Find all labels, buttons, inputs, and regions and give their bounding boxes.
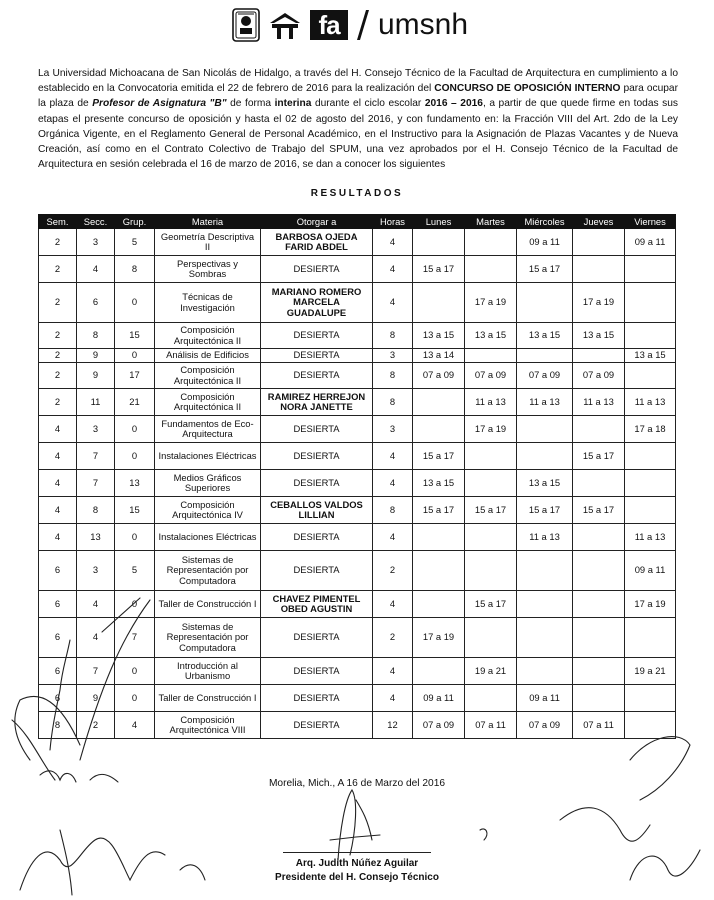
cell-horas: 4 [373, 524, 413, 551]
table-row [39, 470, 676, 497]
cell-horas: 12 [373, 712, 413, 739]
cell-jueves [573, 229, 625, 256]
architecture-house-icon [268, 10, 302, 40]
cell-lunes [413, 416, 465, 443]
cell-viernes [625, 283, 676, 323]
cell-horas: 4 [373, 658, 413, 685]
cell-miercoles [517, 283, 573, 323]
cell-otorgar: DESIERTA [261, 712, 373, 739]
cell-sem: 2 [39, 363, 77, 389]
cell-jueves: 11 a 13 [573, 389, 625, 416]
header-viernes: Viernes [625, 215, 676, 229]
cell-materia: Medios Gráficos Superiores [155, 470, 261, 497]
cell-jueves [573, 551, 625, 591]
cell-viernes [625, 363, 676, 389]
cell-martes: 15 a 17 [465, 591, 517, 618]
cell-horas: 8 [373, 323, 413, 349]
cell-grup: 17 [115, 363, 155, 389]
intro-text-3: de forma [226, 98, 275, 110]
cell-lunes [413, 658, 465, 685]
cell-jueves: 17 a 19 [573, 283, 625, 323]
cell-otorgar: DESIERTA [261, 416, 373, 443]
cell-secc: 9 [77, 685, 115, 712]
cell-sem: 6 [39, 618, 77, 658]
results-title: RESULTADOS [310, 188, 404, 199]
cell-secc: 8 [77, 323, 115, 349]
umsnh-logo: umsnh [378, 8, 469, 41]
cell-materia: Sistemas de Representación por Computadora [155, 551, 261, 591]
cell-miercoles: 15 a 17 [517, 497, 573, 524]
cell-secc: 11 [77, 389, 115, 416]
signature-rule [283, 852, 431, 853]
cell-martes: 07 a 11 [465, 712, 517, 739]
cell-otorgar: DESIERTA [261, 323, 373, 349]
cell-otorgar: DESIERTA [261, 658, 373, 685]
table-body [39, 229, 676, 739]
cell-grup: 0 [115, 658, 155, 685]
cell-grup: 0 [115, 685, 155, 712]
cell-miercoles: 15 a 17 [517, 256, 573, 283]
cell-sem: 6 [39, 658, 77, 685]
cell-jueves: 13 a 15 [573, 323, 625, 349]
cell-horas: 2 [373, 551, 413, 591]
cell-lunes [413, 551, 465, 591]
cell-sem: 8 [39, 712, 77, 739]
cell-martes [465, 229, 517, 256]
cell-martes [465, 618, 517, 658]
cell-secc: 2 [77, 712, 115, 739]
cell-grup: 5 [115, 229, 155, 256]
header-sem: Sem. [39, 215, 77, 229]
cell-sem: 4 [39, 416, 77, 443]
cell-grup: 0 [115, 283, 155, 323]
cell-secc: 4 [77, 618, 115, 658]
cell-martes [465, 349, 517, 363]
table-header-row [39, 215, 676, 229]
cell-horas: 4 [373, 256, 413, 283]
cell-lunes: 07 a 09 [413, 363, 465, 389]
cell-lunes: 09 a 11 [413, 685, 465, 712]
cell-jueves [573, 470, 625, 497]
cell-martes: 11 a 13 [465, 389, 517, 416]
cell-martes [465, 551, 517, 591]
cell-viernes [625, 443, 676, 470]
cell-miercoles [517, 416, 573, 443]
cell-miercoles: 13 a 15 [517, 323, 573, 349]
cell-secc: 8 [77, 497, 115, 524]
cell-miercoles [517, 658, 573, 685]
header-logos [232, 8, 468, 42]
cell-sem: 2 [39, 389, 77, 416]
cell-miercoles [517, 618, 573, 658]
table-row [39, 323, 676, 349]
table-row [39, 349, 676, 363]
cell-sem: 6 [39, 591, 77, 618]
cell-jueves [573, 524, 625, 551]
cell-lunes: 13 a 15 [413, 470, 465, 497]
cell-grup: 0 [115, 349, 155, 363]
header-secc: Secc. [77, 215, 115, 229]
cell-secc: 3 [77, 416, 115, 443]
cell-martes [465, 443, 517, 470]
cell-grup: 0 [115, 443, 155, 470]
cell-grup: 0 [115, 591, 155, 618]
header-martes: Martes [465, 215, 517, 229]
cell-secc: 6 [77, 283, 115, 323]
header-lunes: Lunes [413, 215, 465, 229]
cell-jueves [573, 658, 625, 685]
cell-materia: Composición Arquitectónica II [155, 389, 261, 416]
cell-otorgar: RAMIREZ HERREJON NORA JANETTE [261, 389, 373, 416]
cell-grup: 15 [115, 323, 155, 349]
cell-sem: 2 [39, 323, 77, 349]
cell-materia: Perspectivas y Sombras [155, 256, 261, 283]
cell-sem: 2 [39, 349, 77, 363]
cell-miercoles [517, 551, 573, 591]
cell-horas: 8 [373, 497, 413, 524]
cell-grup: 4 [115, 712, 155, 739]
cell-sem: 6 [39, 685, 77, 712]
cell-horas: 4 [373, 283, 413, 323]
cell-horas: 8 [373, 363, 413, 389]
results-table [38, 214, 676, 739]
intro-text-5: , a partir de que quede firme en todas sus etapas el presente concurso de oposición y hasta el 02 de agosto del 2016, y con fundamento en: la Fracción VIII del Art. 2do de la Ley Orgánica Vigente, en el Reglamento General de Personal Académico, en el Instructivo para la Asignación de Plazas Vacantes y de Nueva Creación, así como en el Contrato Colectivo de Trabajo del SPUM, una vez aprobados por el H. Consejo Técnico de la Facultad de Arquitectura en sesión celebrada el 16 de marzo de 2016, se dan a conocer los siguientes [38, 98, 678, 171]
cell-otorgar: DESIERTA [261, 363, 373, 389]
cell-horas: 8 [373, 389, 413, 416]
cell-jueves: 15 a 17 [573, 443, 625, 470]
cell-secc: 7 [77, 658, 115, 685]
cell-viernes: 11 a 13 [625, 389, 676, 416]
cell-otorgar: DESIERTA [261, 256, 373, 283]
cell-grup: 5 [115, 551, 155, 591]
cell-viernes [625, 497, 676, 524]
cell-grup: 7 [115, 618, 155, 658]
cell-otorgar: DESIERTA [261, 470, 373, 497]
table-row [39, 685, 676, 712]
intro-bold-concurso: CONCURSO DE OPOSICIÓN INTERNO [434, 83, 621, 95]
cell-secc: 3 [77, 229, 115, 256]
cell-sem: 4 [39, 524, 77, 551]
cell-miercoles: 07 a 09 [517, 712, 573, 739]
cell-horas: 3 [373, 416, 413, 443]
cell-materia: Instalaciones Eléctricas [155, 524, 261, 551]
cell-lunes: 15 a 17 [413, 443, 465, 470]
cell-horas: 4 [373, 685, 413, 712]
cell-otorgar: DESIERTA [261, 524, 373, 551]
cell-grup: 0 [115, 416, 155, 443]
intro-bold-profesor: Profesor de Asignatura "B" [92, 98, 227, 110]
cell-viernes [625, 470, 676, 497]
cell-lunes: 13 a 14 [413, 349, 465, 363]
cell-materia: Fundamentos de Eco-Arquitectura [155, 416, 261, 443]
cell-viernes: 19 a 21 [625, 658, 676, 685]
cell-otorgar: DESIERTA [261, 618, 373, 658]
cell-materia: Taller de Construcción I [155, 591, 261, 618]
cell-secc: 13 [77, 524, 115, 551]
cell-otorgar: DESIERTA [261, 349, 373, 363]
cell-viernes [625, 712, 676, 739]
cell-jueves: 07 a 09 [573, 363, 625, 389]
cell-miercoles: 09 a 11 [517, 229, 573, 256]
cell-lunes [413, 389, 465, 416]
header-miercoles: Miércoles [517, 215, 573, 229]
cell-martes [465, 470, 517, 497]
intro-bold-ciclo: 2016 – 2016 [424, 98, 483, 110]
cell-grup: 13 [115, 470, 155, 497]
cell-materia: Taller de Construcción I [155, 685, 261, 712]
cell-lunes [413, 591, 465, 618]
cell-horas: 4 [373, 470, 413, 497]
signer-name: Arq. Judith Núñez Aguilar [295, 858, 419, 869]
cell-secc: 9 [77, 349, 115, 363]
cell-martes [465, 524, 517, 551]
table-row [39, 551, 676, 591]
table-row [39, 256, 676, 283]
table-row [39, 229, 676, 256]
cell-miercoles [517, 591, 573, 618]
intro-text-2: para ocupar la plaza de [38, 83, 678, 110]
intro-text-1: La Universidad Michoacana de San Nicolás de Hidalgo, a través del H. Consejo Técnico de la Facultad de Arquitectura en cumplimiento a lo establecido en la Convocatoria emitida el 22 de febrero de 2016 para la realización del [38, 68, 678, 95]
header-jueves: Jueves [573, 215, 625, 229]
cell-materia: Composición Arquitectónica II [155, 363, 261, 389]
cell-sem: 4 [39, 470, 77, 497]
date-line: Morelia, Mich., A 16 de Marzo del 2016 [268, 778, 446, 789]
cell-viernes: 17 a 18 [625, 416, 676, 443]
cell-viernes: 09 a 11 [625, 229, 676, 256]
cell-lunes [413, 283, 465, 323]
cell-martes [465, 685, 517, 712]
cell-viernes: 17 a 19 [625, 591, 676, 618]
table-row [39, 591, 676, 618]
intro-paragraph [38, 66, 678, 172]
cell-sem: 2 [39, 283, 77, 323]
cell-lunes: 07 a 09 [413, 712, 465, 739]
cell-otorgar: BARBOSA OJEDA FARID ABDEL [261, 229, 373, 256]
cell-martes: 17 a 19 [465, 283, 517, 323]
header-materia: Materia [155, 215, 261, 229]
table-row [39, 363, 676, 389]
cell-materia: Geometría Descriptiva II [155, 229, 261, 256]
cell-viernes [625, 323, 676, 349]
cell-secc: 7 [77, 470, 115, 497]
cell-materia: Composición Arquitectónica IV [155, 497, 261, 524]
cell-viernes [625, 618, 676, 658]
cell-martes: 17 a 19 [465, 416, 517, 443]
cell-horas: 4 [373, 591, 413, 618]
cell-materia: Introducción al Urbanismo [155, 658, 261, 685]
signer-role: Presidente del H. Consejo Técnico [275, 872, 439, 883]
cell-miercoles: 13 a 15 [517, 470, 573, 497]
cell-viernes: 09 a 11 [625, 551, 676, 591]
cell-lunes [413, 229, 465, 256]
cell-sem: 4 [39, 443, 77, 470]
cell-sem: 6 [39, 551, 77, 591]
table-row [39, 658, 676, 685]
cell-horas: 4 [373, 229, 413, 256]
cell-lunes: 17 a 19 [413, 618, 465, 658]
cell-materia: Composición Arquitectónica VIII [155, 712, 261, 739]
cell-lunes: 15 a 17 [413, 497, 465, 524]
cell-otorgar: DESIERTA [261, 443, 373, 470]
cell-materia: Instalaciones Eléctricas [155, 443, 261, 470]
cell-lunes [413, 524, 465, 551]
table-row [39, 416, 676, 443]
cell-secc: 7 [77, 443, 115, 470]
cell-viernes [625, 256, 676, 283]
cell-miercoles: 09 a 11 [517, 685, 573, 712]
table-row [39, 524, 676, 551]
cell-viernes: 11 a 13 [625, 524, 676, 551]
cell-grup: 21 [115, 389, 155, 416]
cell-grup: 8 [115, 256, 155, 283]
cell-secc: 9 [77, 363, 115, 389]
cell-jueves [573, 349, 625, 363]
cell-jueves [573, 591, 625, 618]
table-row [39, 283, 676, 323]
table-row [39, 618, 676, 658]
cell-martes: 15 a 17 [465, 497, 517, 524]
cell-materia: Análisis de Edificios [155, 349, 261, 363]
fa-logo: fa [310, 10, 348, 40]
cell-materia: Técnicas de Investigación [155, 283, 261, 323]
intro-text-4: durante el ciclo escolar [311, 98, 425, 110]
cell-horas: 4 [373, 443, 413, 470]
cell-secc: 3 [77, 551, 115, 591]
table-row [39, 389, 676, 416]
cell-otorgar: CHAVEZ PIMENTEL OBED AGUSTIN [261, 591, 373, 618]
cell-lunes: 13 a 15 [413, 323, 465, 349]
cell-lunes: 15 a 17 [413, 256, 465, 283]
cell-secc: 4 [77, 591, 115, 618]
intro-bold-interina: interina [274, 98, 312, 110]
cell-horas: 3 [373, 349, 413, 363]
cell-jueves: 07 a 11 [573, 712, 625, 739]
header-horas: Horas [373, 215, 413, 229]
cell-otorgar: DESIERTA [261, 551, 373, 591]
cell-martes: 07 a 09 [465, 363, 517, 389]
header-otorgar: Otorgar a [261, 215, 373, 229]
cell-sem: 2 [39, 229, 77, 256]
cell-miercoles [517, 349, 573, 363]
header-grup: Grup. [115, 215, 155, 229]
cell-sem: 2 [39, 256, 77, 283]
cell-sem: 4 [39, 497, 77, 524]
table-row [39, 443, 676, 470]
table-row [39, 712, 676, 739]
cell-otorgar: DESIERTA [261, 685, 373, 712]
cell-miercoles: 11 a 13 [517, 389, 573, 416]
cell-jueves [573, 416, 625, 443]
cell-grup: 15 [115, 497, 155, 524]
logo-slash-icon [356, 9, 370, 41]
cell-materia: Sistemas de Representación por Computadora [155, 618, 261, 658]
cell-grup: 0 [115, 524, 155, 551]
cell-martes [465, 256, 517, 283]
cell-materia: Composición Arquitectónica II [155, 323, 261, 349]
cell-otorgar: CEBALLOS VALDOS LILLIAN [261, 497, 373, 524]
cell-jueves [573, 685, 625, 712]
cell-jueves: 15 a 17 [573, 497, 625, 524]
cell-martes: 19 a 21 [465, 658, 517, 685]
cell-otorgar: MARIANO ROMERO MARCELA GUADALUPE [261, 283, 373, 323]
cell-viernes [625, 685, 676, 712]
cell-horas: 2 [373, 618, 413, 658]
cell-jueves [573, 618, 625, 658]
university-seal-icon [232, 8, 260, 42]
cell-jueves [573, 256, 625, 283]
cell-martes: 13 a 15 [465, 323, 517, 349]
cell-miercoles: 11 a 13 [517, 524, 573, 551]
cell-miercoles [517, 443, 573, 470]
cell-secc: 4 [77, 256, 115, 283]
cell-miercoles: 07 a 09 [517, 363, 573, 389]
table-row [39, 497, 676, 524]
cell-viernes: 13 a 15 [625, 349, 676, 363]
